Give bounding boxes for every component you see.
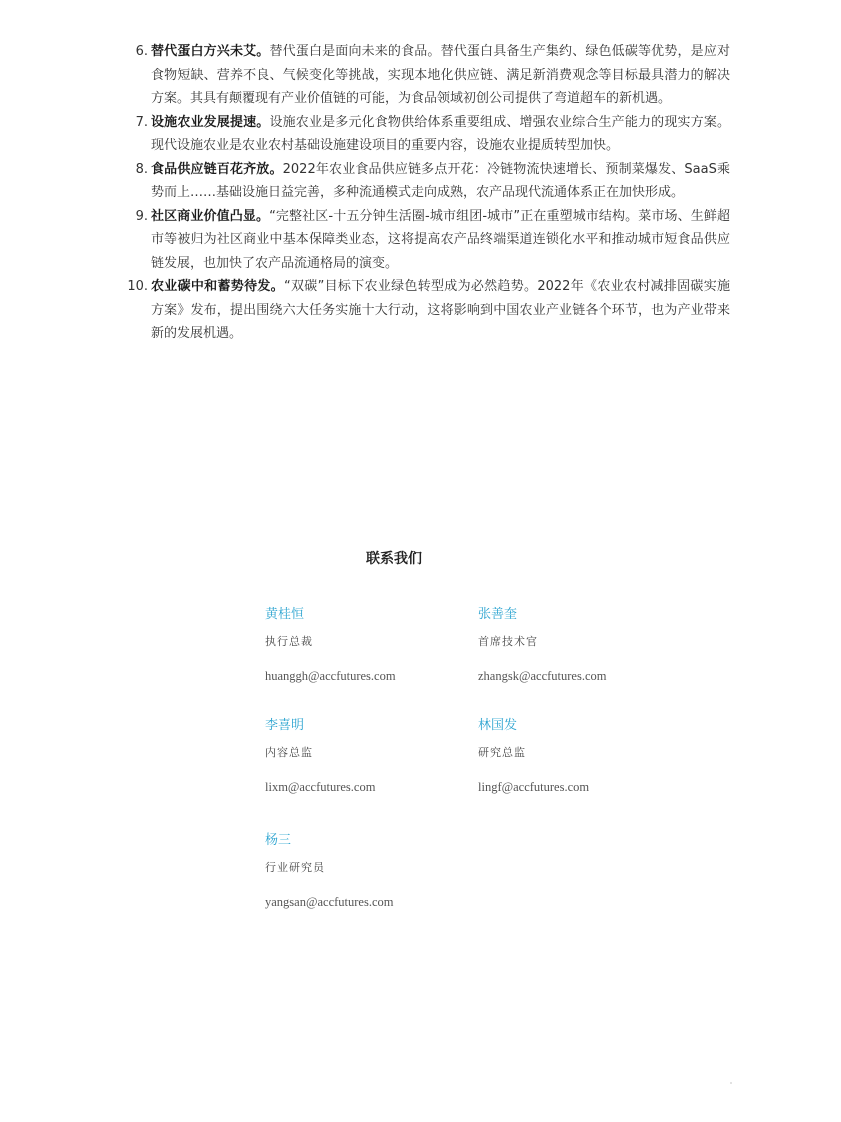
contact-name: 林国发 [478,718,518,733]
list-item [124,40,730,111]
list-item [124,275,730,346]
item-number: 8. [135,161,148,177]
contact-email-link[interactable]: yangsan@accfutures.com [265,895,394,909]
item-heading: 社区商业价值凸显。 [151,208,270,224]
item-number: 6. [135,44,148,59]
decorative-dot [730,1082,732,1084]
contact-card [265,718,465,795]
item-heading: 食品供应链百花齐放。 [151,161,283,177]
list-item [124,111,730,158]
item-body: “完整社区-十五分钟生活圈-城市组团-城市”正在重塑城市结构。菜市场、生鲜超市等被归为社区商业中基本保障类业态，这将提高农产品终端渠道连锁化水平和推动城市短食品供应链发展，也加快了农产品流通格局的演变。 [151,208,730,271]
contact-name: 李喜明 [265,718,305,733]
list-item [124,158,730,205]
contact-role: 首席技术官 [478,635,538,648]
list-item [124,205,730,276]
contact-card [265,833,465,910]
item-number: 7. [135,114,148,130]
contact-card [265,607,465,684]
contact-role: 行业研究员 [265,861,325,874]
item-body: 设施农业是多元化食物供给体系重要组成、增强农业综合生产能力的现实方案。现代设施农业是农业农村基础设施建设项目的重要内容，设施农业提质转型加快。 [151,114,730,153]
contact-role: 研究总监 [478,746,526,759]
trend-list [124,40,730,346]
item-number: 10. [127,279,148,294]
contact-card [478,718,678,795]
contact-name: 张善奎 [478,607,518,622]
contact-card [478,607,678,684]
contact-email-link[interactable]: zhangsk@accfutures.com [478,669,607,683]
item-body: 2022年农业食品供应链多点开花：冷链物流快速增长、预制菜爆发、SaaS乘势而上……基础设施日益完善，多种流通模式走向成熟，农产品现代流通体系正在加快形成。 [151,161,730,200]
item-heading: 替代蛋白方兴未艾。 [151,44,270,59]
contact-email-link[interactable]: huanggh@accfutures.com [265,669,396,683]
contact-role: 内容总监 [265,746,313,759]
contact-role: 执行总裁 [265,635,313,648]
item-body: 替代蛋白是面向未来的食品。替代蛋白具备生产集约、绿色低碳等优势，是应对食物短缺、营养不良、气候变化等挑战，实现本地化供应链、满足新消费观念等目标最具潜力的解决方案。其具有颠覆现有产业价值链的可能，为食品领域初创公司提供了弯道超车的新机遇。 [151,44,730,106]
contact-name: 黄桂恒 [265,607,305,622]
contact-email-link[interactable]: lixm@accfutures.com [265,780,376,794]
contact-name: 杨三 [265,833,292,848]
contact-section-title: 联系我们 [366,551,422,567]
item-heading: 农业碳中和蓄势待发。 [151,279,284,294]
contact-email-link[interactable]: lingf@accfutures.com [478,780,590,794]
item-body: “双碳”目标下农业绿色转型成为必然趋势。2022年《农业农村减排固碳实施方案》发布，提出围绕六大任务实施十大行动，这将影响到中国农业产业链各个环节，也为产业带来新的发展机遇。 [151,279,730,341]
item-number: 9. [135,208,148,224]
item-heading: 设施农业发展提速。 [151,114,270,130]
